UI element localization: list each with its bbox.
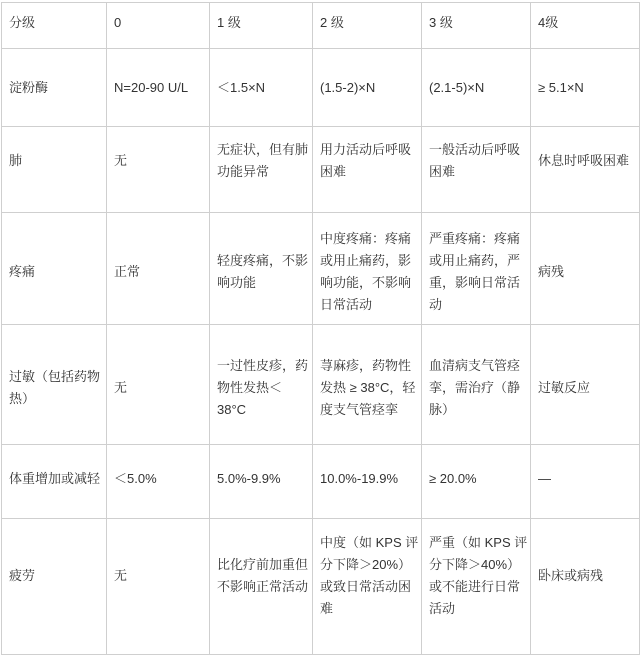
grade-3-cell	[422, 445, 531, 519]
cell-text-line: 活动	[429, 600, 456, 616]
grade-0-cell	[107, 213, 210, 325]
cell-text-line: 中度疼痛：疼痛	[320, 230, 412, 246]
header-text: 0	[114, 14, 122, 30]
cell-text-line: 或不能进行日常	[429, 578, 521, 594]
header-cell-grade-1	[210, 3, 313, 49]
cell-text-line: 轻度疼痛，不影	[217, 252, 309, 268]
cell-text-line: 热）	[9, 390, 36, 406]
header-text: 3 级	[429, 14, 453, 30]
row-label-cell	[2, 445, 107, 519]
row-label-cell	[2, 325, 107, 445]
grade-3-cell	[422, 49, 531, 127]
grade-0-cell	[107, 445, 210, 519]
cell-text-line: 一般活动后呼吸	[429, 141, 521, 157]
grade-4-cell	[531, 127, 640, 213]
header-cell-grade-3	[422, 3, 531, 49]
header-text: 2 级	[320, 14, 344, 30]
cell-text-line: 物性发热＜	[217, 379, 283, 395]
cell-text-line: 日常活动	[320, 296, 373, 312]
cell-text-line: 过敏（包括药物	[9, 368, 101, 384]
table-header-row	[2, 3, 640, 49]
grade-3-cell	[422, 213, 531, 325]
cell-text-line: 用力活动后呼吸	[320, 141, 412, 157]
cell-text-line: 中度（如 KPS 评	[320, 534, 419, 550]
cell-text-line: 疼痛	[9, 263, 36, 279]
cell-text-line: 血清病支气管痉	[429, 357, 521, 373]
header-cell-grade-4	[531, 3, 640, 49]
cell-text-line: ＜1.5×N	[217, 79, 266, 95]
cell-text-line: 38°C	[217, 401, 247, 417]
cell-text-line: 难	[320, 600, 334, 616]
grade-3-cell	[422, 325, 531, 445]
row-label-cell	[2, 213, 107, 325]
cell-text-line: 或用止痛药，严	[429, 252, 521, 268]
grade-2-cell	[313, 519, 422, 655]
table-row-pain	[2, 213, 640, 325]
cell-text-line: N=20-90 U/L	[114, 79, 189, 95]
cell-text-line: 或用止痛药，影	[320, 252, 412, 268]
cell-text-line: 无	[114, 379, 128, 395]
table-row-lung	[2, 127, 640, 213]
grade-4-cell	[531, 519, 640, 655]
row-label-cell	[2, 127, 107, 213]
grade-0-cell	[107, 325, 210, 445]
cell-text-line: 无	[114, 567, 128, 583]
cell-text-line: 响功能	[217, 274, 257, 290]
grade-4-cell	[531, 49, 640, 127]
header-cell-grade-2	[313, 3, 422, 49]
cell-text-line: (2.1-5)×N	[429, 79, 485, 95]
grade-2-cell	[313, 213, 422, 325]
cell-text-line: 无	[114, 152, 128, 168]
cell-text-line: 一过性皮疹，药	[217, 357, 309, 373]
cell-text-line: 肺	[9, 152, 23, 168]
grading-table	[1, 2, 640, 655]
grade-2-cell	[313, 325, 422, 445]
table-row-fatigue	[2, 519, 640, 655]
cell-text-line: 严重疼痛：疼痛	[429, 230, 521, 246]
cell-text-line: —	[538, 470, 551, 486]
header-text: 1 级	[217, 14, 241, 30]
cell-text-line: 困难	[429, 163, 456, 179]
cell-text-line: (1.5-2)×N	[320, 79, 376, 95]
grade-1-cell	[210, 127, 313, 213]
cell-text-line: 不影响正常活动	[217, 578, 309, 594]
cell-text-line: 功能异常	[217, 163, 270, 179]
header-text: 4级	[538, 14, 559, 30]
cell-text-line: 过敏反应	[538, 379, 591, 395]
grade-0-cell	[107, 49, 210, 127]
cell-text-line: 或致日常活动困	[320, 578, 412, 594]
grade-2-cell	[313, 127, 422, 213]
cell-text-line: 挛，需治疗（静	[429, 379, 521, 395]
table-row-allergy	[2, 325, 640, 445]
cell-text-line: 疲劳	[9, 567, 36, 583]
grade-2-cell	[313, 445, 422, 519]
header-cell-grade-0	[107, 3, 210, 49]
cell-text-line: 无症状，但有肺	[217, 141, 309, 157]
cell-text-line: 休息时呼吸困难	[538, 152, 630, 168]
grade-3-cell	[422, 127, 531, 213]
grade-4-cell	[531, 445, 640, 519]
cell-text-line: ≥ 20.0%	[429, 470, 477, 486]
grade-4-cell	[531, 325, 640, 445]
cell-text-line: 10.0%-19.9%	[320, 470, 399, 486]
grade-1-cell	[210, 49, 313, 127]
cell-text-line: 荨麻疹，药物性	[320, 357, 412, 373]
header-cell-category	[2, 3, 107, 49]
cell-text-line: 严重（如 KPS 评	[429, 534, 528, 550]
cell-text-line: 分下降＞20%）	[320, 556, 412, 572]
row-label-cell	[2, 519, 107, 655]
table-row-weight-change	[2, 445, 640, 519]
grade-1-cell	[210, 213, 313, 325]
cell-text-line: 卧床或病残	[538, 567, 604, 583]
cell-text-line: 困难	[320, 163, 347, 179]
cell-text-line: 度支气管痉挛	[320, 401, 399, 417]
grade-0-cell	[107, 519, 210, 655]
cell-text-line: ＜5.0%	[114, 470, 157, 486]
cell-text-line: 发热 ≥ 38°C，轻	[320, 379, 416, 395]
grade-3-cell	[422, 519, 531, 655]
grade-4-cell	[531, 213, 640, 325]
grade-1-cell	[210, 325, 313, 445]
row-label-cell	[2, 49, 107, 127]
grade-1-cell	[210, 519, 313, 655]
cell-text-line: 动	[429, 296, 443, 312]
cell-text-line: 5.0%-9.9%	[217, 470, 281, 486]
cell-text-line: 体重增加或减轻	[9, 470, 101, 486]
cell-text-line: 正常	[114, 263, 141, 279]
table-row-amylase	[2, 49, 640, 127]
cell-text-line: 响功能，不影响	[320, 274, 412, 290]
grade-1-cell	[210, 445, 313, 519]
grade-0-cell	[107, 127, 210, 213]
cell-text-line: 淀粉酶	[9, 79, 49, 95]
cell-text-line: 比化疗前加重但	[217, 556, 309, 572]
cell-text-line: ≥ 5.1×N	[538, 79, 584, 95]
cell-text-line: 脉）	[429, 401, 456, 417]
header-text: 分级	[9, 14, 36, 30]
cell-text-line: 分下降＞40%）	[429, 556, 521, 572]
cell-text-line: 病残	[538, 263, 565, 279]
cell-text-line: 重，影响日常活	[429, 274, 521, 290]
grade-2-cell	[313, 49, 422, 127]
